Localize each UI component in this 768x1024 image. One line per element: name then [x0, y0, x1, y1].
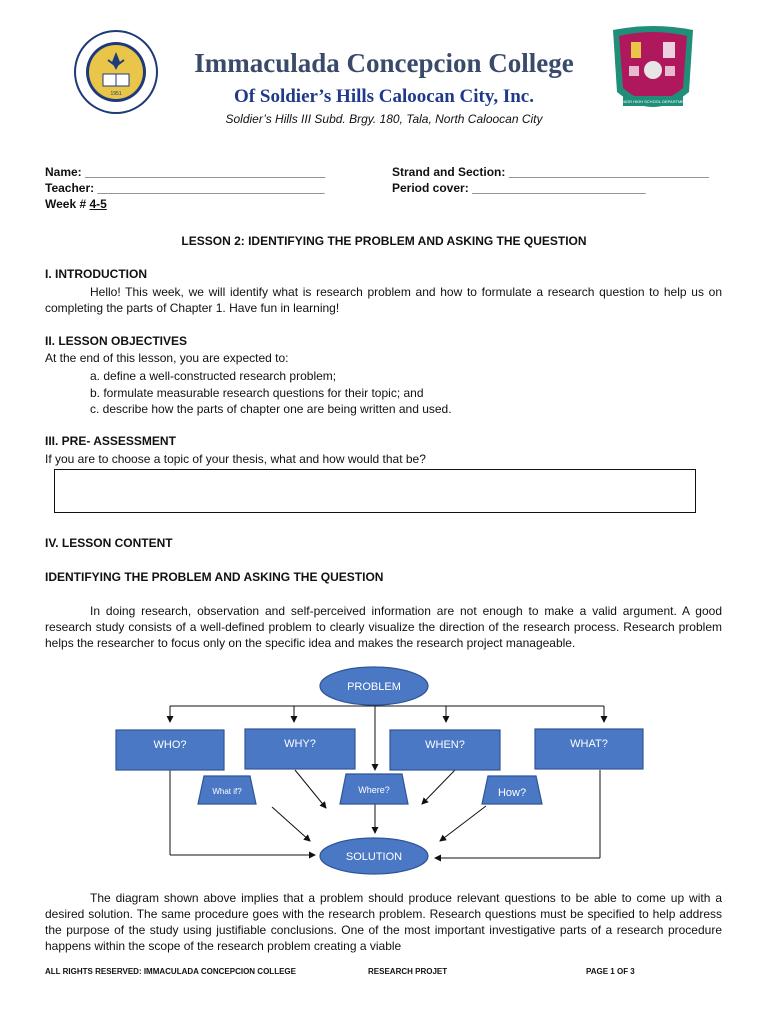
- footer-rights: ALL RIGHTS RESERVED: IMMACULADA CONCEPCION COLLEGE: [45, 967, 296, 976]
- seal-year: 1951: [110, 91, 122, 97]
- solution-node: [320, 838, 428, 874]
- pre-assessment-question: If you are to choose a topic of your thesis, what and how would that be?: [45, 452, 426, 466]
- lesson-title: LESSON 2: IDENTIFYING THE PROBLEM AND ASKING THE QUESTION: [181, 234, 587, 248]
- week-label: Week #: [45, 197, 87, 211]
- when-box: [390, 730, 500, 770]
- how-trapezoid: [482, 776, 542, 804]
- how-label: How?: [497, 787, 527, 799]
- objective-item: b. formulate measurable research questions for their topic; and: [90, 386, 424, 400]
- why-label: WHY?: [284, 738, 316, 750]
- teacher-field[interactable]: [45, 181, 324, 195]
- strand-label: Strand and Section:: [392, 165, 506, 179]
- period-label: Period cover:: [392, 181, 469, 195]
- problem-label: PROBLEM: [347, 681, 401, 693]
- teacher-line: __________________________________: [97, 181, 325, 195]
- objectives-intro: At the end of this lesson, you are expected to:: [45, 351, 289, 365]
- objectives-heading: II. LESSON OBJECTIVES: [45, 334, 188, 348]
- what-box: [535, 729, 643, 769]
- name-field[interactable]: [45, 165, 325, 179]
- college-subtitle: Of Soldier’s Hills Caloocan City, Inc.: [234, 86, 534, 107]
- answer-box[interactable]: [54, 469, 696, 513]
- who-label: WHO?: [153, 739, 187, 751]
- where-label: Where?: [358, 785, 390, 795]
- what-if-trapezoid: [198, 776, 256, 804]
- objective-item: a. define a well-constructed research problem;: [90, 369, 337, 383]
- week-value: 4-5: [89, 197, 107, 211]
- footer-subject: RESEARCH PROJET: [368, 967, 448, 976]
- teacher-label: Teacher:: [45, 181, 95, 195]
- name-label: Name:: [45, 165, 82, 179]
- solution-label: SOLUTION: [345, 851, 403, 863]
- name-line: ____________________________________: [85, 165, 326, 179]
- lesson-content-paragraph: In doing research, observation and self-perceived information are not enough to make a valid argument. A good research study consists of a well-defined problem to clearly visualize the direction of the research process. Research problem helps the researcher to focus only on the specific idea and makes the research project manageable.: [45, 604, 722, 650]
- footer-page-number: PAGE 1 OF 3: [586, 967, 635, 976]
- intro-heading: I. INTRODUCTION: [45, 267, 147, 281]
- what-label: WHAT?: [570, 738, 608, 750]
- lesson-content-subheading: IDENTIFYING THE PROBLEM AND ASKING THE QUESTION: [45, 570, 384, 584]
- week-field: [45, 197, 107, 211]
- intro-text: Hello! This week, we will identify what is research problem and how to formulate a research question to help us on completing the parts of Chapter 1. Have fun in learning!: [45, 285, 722, 315]
- where-trapezoid: [340, 774, 408, 804]
- period-line: __________________________: [472, 181, 646, 195]
- diagram-explanation-paragraph: The diagram shown above implies that a problem should produce relevant questions to be able to come up with a desired solution. The same procedure goes with the research problem. Research questions must be specified to help address the purpose of the study using justifiable conclusions. One of the most important investigative parts of a research procedure happens within the scope of the research problem creating a viable: [45, 891, 722, 953]
- why-box: [245, 729, 355, 769]
- strand-line: ______________________________: [508, 165, 709, 179]
- problem-node: [320, 667, 428, 705]
- shs-department-shield-logo: [605, 22, 701, 122]
- pre-assessment-heading: III. PRE- ASSESSMENT: [45, 434, 176, 448]
- period-cover-field[interactable]: [392, 181, 646, 195]
- what-if-label: What if?: [212, 787, 242, 796]
- objective-item: c. describe how the parts of chapter one are being written and used.: [90, 402, 452, 416]
- strand-section-field[interactable]: [392, 165, 709, 179]
- shield-banner-text: SENIOR HIGH SCHOOL DEPARTMENT: [616, 99, 690, 104]
- college-address: Soldier’s Hills III Subd. Brgy. 180, Tala, North Caloocan City: [225, 112, 543, 126]
- college-name: Immaculada Concepcion College: [194, 48, 574, 78]
- problem-solution-diagram: [110, 666, 670, 886]
- when-label: WHEN?: [425, 739, 465, 751]
- lesson-content-heading: IV. LESSON CONTENT: [45, 536, 173, 550]
- who-box: [116, 730, 224, 770]
